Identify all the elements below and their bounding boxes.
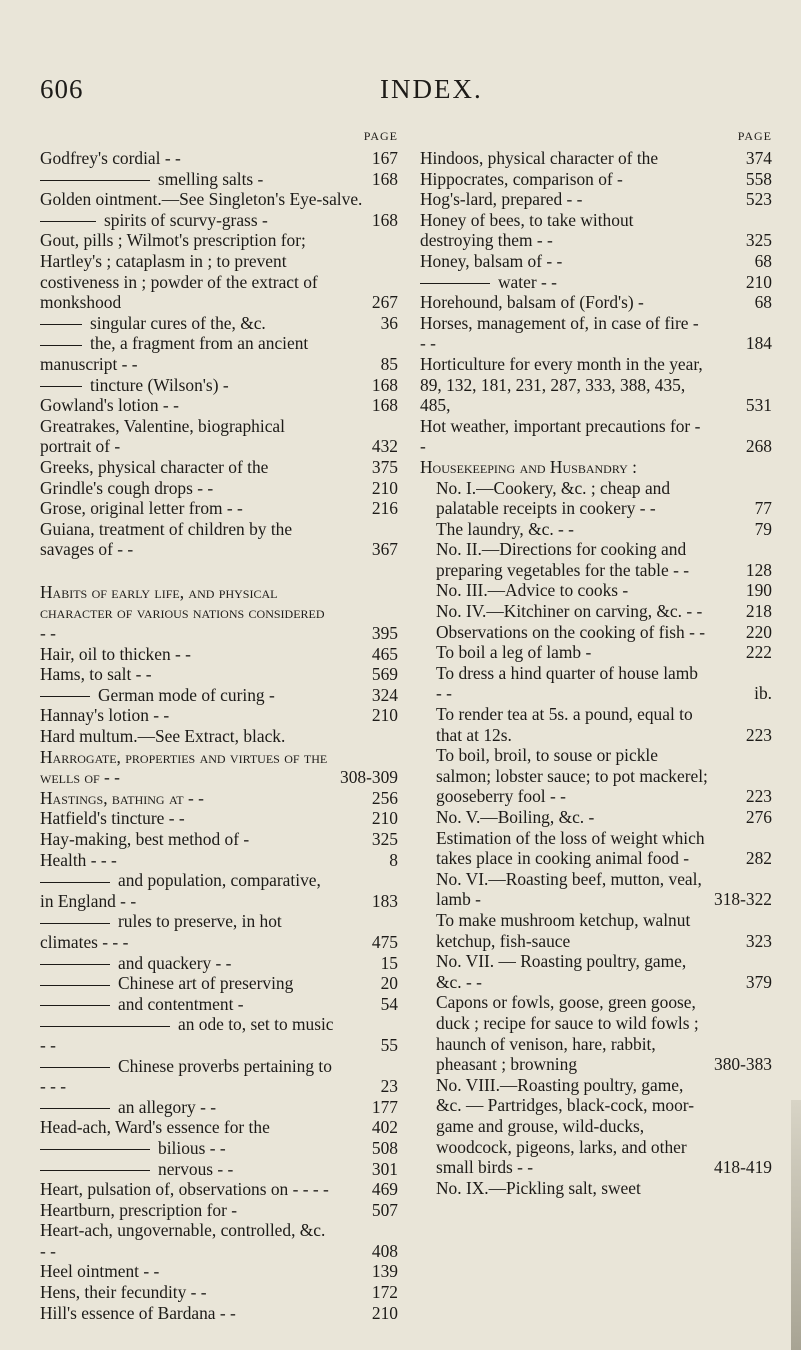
- ditto-rule: [40, 964, 110, 965]
- entry-page: ib.: [754, 683, 772, 704]
- index-entry: [420, 910, 772, 951]
- ditto-rule: [40, 1149, 150, 1150]
- entry-page: 324: [371, 684, 398, 705]
- entry-page: 325: [745, 230, 772, 251]
- entry-text: Hay-making, best method of -: [40, 829, 250, 849]
- index-entry: [420, 519, 772, 540]
- entry-page: 210: [371, 705, 398, 726]
- entry-text: Hannay's lotion - -: [40, 705, 170, 726]
- entry-page: 68: [754, 292, 772, 313]
- index-entry: [40, 478, 398, 499]
- entry-text: Housekeeping and Husbandry :: [420, 456, 638, 477]
- entry-page: 523: [745, 189, 772, 210]
- entry-text: an ode to, set to music - -: [40, 1014, 334, 1055]
- index-entry: [40, 747, 398, 788]
- index-entry: [40, 457, 398, 478]
- entry-page: 367: [371, 539, 398, 560]
- entry-page: 184: [745, 333, 772, 354]
- index-entry: [40, 1261, 398, 1282]
- index-entry: [40, 230, 398, 312]
- entry-page: 531: [745, 395, 772, 416]
- entry-page: 172: [371, 1282, 398, 1303]
- index-entry: [420, 416, 772, 457]
- entry-text: No. VIII.—Roasting poultry, game, &c. — Partridges, black-cock, moor-game and grouse, wild-ducks, woodcock, pigeons, larks, and other small birds - -: [436, 1074, 695, 1178]
- index-entry: [40, 705, 398, 726]
- index-entry: [40, 1159, 398, 1180]
- entry-text: and population, comparative, in England - -: [40, 870, 321, 911]
- index-entry: [40, 788, 398, 809]
- index-entry: [40, 685, 398, 706]
- entry-page: 465: [371, 643, 398, 664]
- entry-page: 222: [745, 642, 772, 663]
- index-entry: [40, 148, 398, 169]
- index-entry: [420, 745, 772, 807]
- entry-page: 223: [745, 724, 772, 745]
- index-entry: [40, 1200, 398, 1221]
- entry-page: 15: [380, 952, 398, 973]
- index-entry: [40, 210, 398, 231]
- entry-text: rules to preserve, in hot climates - - -: [40, 911, 282, 952]
- entry-page: 168: [371, 395, 398, 416]
- entry-text: No. IX.—Pickling salt, sweet: [436, 1177, 641, 1198]
- entry-page: 469: [371, 1179, 398, 1200]
- entry-page: 395: [371, 623, 398, 644]
- entry-text: Horses, management of, in case of fire - - -: [420, 312, 699, 354]
- entry-page: 432: [371, 436, 398, 457]
- entry-text: nervous - -: [158, 1158, 234, 1179]
- entry-text: No. VI.—Roasting beef, mutton, veal, lamb -: [436, 868, 702, 910]
- index-entry: [420, 210, 772, 251]
- ditto-rule: [40, 1170, 150, 1171]
- entry-text: and quackery - -: [118, 952, 232, 973]
- index-entry: [40, 1179, 398, 1200]
- ditto-rule: [40, 1026, 170, 1027]
- entry-page: 569: [371, 664, 398, 685]
- entry-text: German mode of curing -: [98, 684, 275, 705]
- entry-page: 220: [745, 621, 772, 642]
- entry-page: 408: [371, 1240, 398, 1261]
- entry-text: Horticulture for every month in the year, 89, 132, 181, 231, 287, 333, 388, 435, 485,: [420, 353, 703, 416]
- index-entry: [420, 313, 772, 354]
- entry-page: 210: [745, 271, 772, 292]
- entry-page: 380-383: [714, 1054, 772, 1075]
- entry-text: To boil a leg of lamb -: [436, 642, 592, 663]
- index-entry: [420, 601, 772, 622]
- index-entry: [40, 375, 398, 396]
- index-entry: [40, 189, 398, 210]
- right-column: [420, 128, 772, 1198]
- entry-page: 183: [371, 890, 398, 911]
- ditto-rule: [40, 1067, 110, 1068]
- entry-text: Hot weather, important precautions for - -: [420, 415, 701, 457]
- index-entry: [420, 539, 772, 580]
- entry-page: 210: [371, 808, 398, 829]
- entry-text: Hog's-lard, prepared - -: [420, 189, 583, 210]
- page-header: [40, 62, 780, 102]
- entry-page: 210: [371, 477, 398, 498]
- entry-text: Chinese proverbs pertaining to - - -: [40, 1055, 332, 1097]
- entry-page: 68: [754, 250, 772, 271]
- index-entry: [40, 664, 398, 685]
- entry-page: 54: [380, 993, 398, 1014]
- index-entry: [420, 292, 772, 313]
- index-entry: [420, 642, 772, 663]
- entry-page: 323: [745, 930, 772, 951]
- index-entry: [420, 1178, 772, 1199]
- entry-text: Gowland's lotion - -: [40, 395, 179, 416]
- entry-text: No. VII. — Roasting poultry, game, &c. - -: [436, 951, 687, 992]
- entry-text: spirits of scurvy-grass -: [104, 209, 268, 230]
- ditto-rule: [40, 1108, 110, 1109]
- index-entry: [40, 870, 398, 911]
- ditto-rule: [40, 696, 90, 697]
- index-entry: [420, 251, 772, 272]
- index-entry: [40, 808, 398, 829]
- index-entry: [40, 973, 398, 994]
- entry-page: 168: [371, 209, 398, 230]
- entry-text: Hastings, bathing at - -: [40, 787, 204, 808]
- entry-text: The laundry, &c. - -: [436, 518, 574, 539]
- entry-page: 301: [371, 1158, 398, 1179]
- entry-page: 268: [745, 436, 772, 457]
- entry-text: Harrogate, properties and virtues of the wells of - -: [40, 746, 328, 788]
- left-column: [40, 128, 398, 1323]
- entry-text: No. I.—Cookery, &c. ; cheap and palatable receipts in cookery - -: [436, 477, 671, 519]
- index-entry: [40, 911, 398, 952]
- ditto-rule: [40, 882, 110, 883]
- index-entry: [420, 580, 772, 601]
- index-entry: [420, 622, 772, 643]
- index-entry: [40, 1097, 398, 1118]
- entry-text: Grose, original letter from - -: [40, 498, 243, 519]
- entry-page: 79: [754, 518, 772, 539]
- index-entry: [40, 333, 398, 374]
- entry-text: water - -: [498, 271, 557, 292]
- index-entry: [420, 169, 772, 190]
- entry-text: Chinese art of preserving: [118, 973, 294, 994]
- entry-page: 375: [371, 456, 398, 477]
- entry-text: Grindle's cough drops - -: [40, 477, 214, 498]
- index-entry: [40, 169, 398, 190]
- entry-text: Health - - -: [40, 849, 117, 870]
- index-entry: [420, 992, 772, 1074]
- ditto-rule: [40, 1005, 110, 1006]
- entry-text: Golden ointment.—See Singleton's Eye-salve.: [40, 189, 363, 210]
- scan-edge: [791, 1100, 801, 1350]
- index-entry: [420, 272, 772, 293]
- page-number: 606: [40, 74, 84, 104]
- index-entry: [420, 1075, 772, 1178]
- index-entry: [40, 994, 398, 1015]
- entry-text: Hippocrates, comparison of -: [420, 168, 623, 189]
- index-entry: [40, 1282, 398, 1303]
- index-entry: [420, 869, 772, 910]
- entry-text: the, a fragment from an ancient manuscript - -: [40, 333, 309, 374]
- entry-page: 210: [371, 1302, 398, 1323]
- entry-page: 379: [745, 971, 772, 992]
- ditto-rule: [40, 985, 110, 986]
- entry-text: Gout, pills ; Wilmot's prescription for; Hartley's ; cataplasm in ; to prevent costiveness in ; powder of the extract of monkshood: [40, 230, 318, 313]
- page-column-label: PAGE: [737, 129, 772, 143]
- entry-page: 20: [380, 973, 398, 994]
- index-entry: [420, 951, 772, 992]
- entry-text: tincture (Wilson's) -: [90, 374, 229, 395]
- entry-text: To render tea at 5s. a pound, equal to that at 12s.: [436, 704, 693, 745]
- page-title: INDEX.: [380, 74, 483, 104]
- entry-text: Hams, to salt - -: [40, 664, 152, 685]
- entry-page: 167: [371, 148, 398, 168]
- entry-text: smelling salts -: [158, 168, 264, 189]
- entry-text: Hair, oil to thicken - -: [40, 643, 191, 664]
- entry-text: Estimation of the loss of weight which takes place in cooking animal food -: [436, 827, 705, 869]
- entry-page: 308-309: [340, 767, 398, 788]
- entry-text: Hatfield's tincture - -: [40, 808, 185, 829]
- entry-text: bilious - -: [158, 1137, 226, 1158]
- entry-text: Hard multum.—See Extract, black.: [40, 726, 286, 747]
- entry-page: 168: [371, 168, 398, 189]
- entry-page: 190: [745, 580, 772, 601]
- index-entry: [40, 395, 398, 416]
- entry-page: 475: [371, 931, 398, 952]
- entry-page: 402: [371, 1117, 398, 1138]
- entry-text: To make mushroom ketchup, walnut ketchup, fish-sauce: [436, 909, 691, 951]
- entry-page: 23: [380, 1076, 398, 1097]
- entry-page: 267: [371, 292, 398, 313]
- index-entry: [40, 953, 398, 974]
- entry-page: 128: [745, 559, 772, 580]
- entry-page: 276: [745, 807, 772, 827]
- entry-page: 8: [389, 849, 398, 870]
- entry-page: 318-322: [714, 889, 772, 910]
- entry-page: 325: [371, 829, 398, 849]
- entry-text: Hill's essence of Bardana - -: [40, 1302, 236, 1323]
- entry-text: and contentment -: [118, 993, 244, 1014]
- entry-text: Hens, their fecundity - -: [40, 1282, 207, 1303]
- index-entry: [40, 1014, 398, 1055]
- entry-text: No. II.—Directions for cooking and preparing vegetables for the table - -: [436, 539, 690, 580]
- entry-page: 36: [380, 312, 398, 333]
- ditto-rule: [420, 283, 490, 284]
- entry-text: Godfrey's cordial - -: [40, 148, 181, 168]
- entry-page: 418-419: [714, 1157, 772, 1178]
- index-entry: [40, 644, 398, 665]
- index-entry: [420, 704, 772, 745]
- entry-page: 168: [371, 374, 398, 395]
- entry-page: 218: [745, 601, 772, 622]
- entry-text: To boil, broil, to souse or pickle salmon; lobster sauce; to pot mackerel; gooseberry fool - -: [436, 745, 708, 807]
- entry-text: Heart, pulsation of, observations on - - - -: [40, 1179, 329, 1200]
- index-entry: [420, 354, 772, 416]
- entry-text: Head-ach, Ward's essence for the: [40, 1117, 270, 1138]
- entry-text: an allegory - -: [118, 1096, 217, 1117]
- entry-page: 216: [371, 498, 398, 519]
- index-entry: [40, 498, 398, 519]
- index-entry: [40, 519, 398, 560]
- entry-text: Habits of early life, and physical character of various nations considered - -: [40, 581, 325, 644]
- entry-text: Hindoos, physical character of the: [420, 148, 659, 168]
- entry-text: Heel ointment - -: [40, 1261, 160, 1282]
- index-entry: [40, 829, 398, 850]
- entry-text: Heart-ach, ungovernable, controlled, &c. - -: [40, 1220, 326, 1261]
- entry-page: 256: [371, 787, 398, 808]
- ditto-rule: [40, 386, 82, 387]
- entry-page: 77: [754, 498, 772, 519]
- entry-page: 223: [745, 786, 772, 807]
- entry-text: No. IV.—Kitchiner on carving, &c. - -: [436, 601, 703, 622]
- index-entry: [40, 416, 398, 457]
- entry-text: Honey of bees, to take without destroying them - -: [420, 209, 634, 251]
- entry-text: To dress a hind quarter of house lamb - -: [436, 662, 698, 704]
- index-entry: [40, 726, 398, 747]
- entry-page: 177: [371, 1096, 398, 1117]
- index-entry: [40, 1303, 398, 1324]
- entry-page: 55: [380, 1034, 398, 1055]
- ditto-rule: [40, 221, 96, 222]
- entry-page: 139: [371, 1261, 398, 1282]
- entry-page: 374: [745, 148, 772, 168]
- index-entry: [40, 1056, 398, 1097]
- index-entry: [420, 148, 772, 169]
- entry-page: 85: [380, 353, 398, 374]
- entry-text: Greatrakes, Valentine, biographical portrait of -: [40, 415, 285, 457]
- entry-text: Observations on the cooking of fish - -: [436, 621, 706, 642]
- entry-text: No. V.—Boiling, &c. -: [436, 807, 595, 827]
- entry-page: 558: [745, 168, 772, 189]
- entry-text: No. III.—Advice to cooks -: [436, 580, 629, 601]
- index-entry: [40, 313, 398, 334]
- entry-text: Horehound, balsam of (Ford's) -: [420, 292, 644, 313]
- index-entry: [420, 478, 772, 519]
- index-entry: [420, 828, 772, 869]
- ditto-rule: [40, 180, 150, 181]
- index-entry: [420, 807, 772, 828]
- page-column-label: PAGE: [363, 129, 398, 143]
- entry-text: Heartburn, prescription for -: [40, 1199, 238, 1220]
- entry-page: 282: [745, 848, 772, 869]
- entry-text: Honey, balsam of - -: [420, 250, 563, 271]
- index-entry: [40, 582, 398, 644]
- index-entry: [40, 1138, 398, 1159]
- ditto-rule: [40, 345, 82, 346]
- index-entry: [420, 663, 772, 704]
- entry-page: 507: [371, 1199, 398, 1220]
- entry-text: Guiana, treatment of children by the savages of - -: [40, 518, 293, 560]
- entry-text: Capons or fowls, goose, green goose, duck ; recipe for sauce to wild fowls ; haunch of venison, hare, rabbit, pheasant ; browning: [436, 992, 699, 1075]
- index-entry: [40, 850, 398, 871]
- entry-text: Greeks, physical character of the: [40, 456, 269, 477]
- ditto-rule: [40, 923, 110, 924]
- entry-page: 508: [371, 1137, 398, 1158]
- index-entry: [420, 457, 772, 478]
- section-gap: [40, 560, 398, 582]
- entry-text: singular cures of the, &c.: [90, 312, 266, 333]
- index-entry: [40, 1117, 398, 1138]
- index-entry: [420, 189, 772, 210]
- ditto-rule: [40, 324, 82, 325]
- index-entry: [40, 1220, 398, 1261]
